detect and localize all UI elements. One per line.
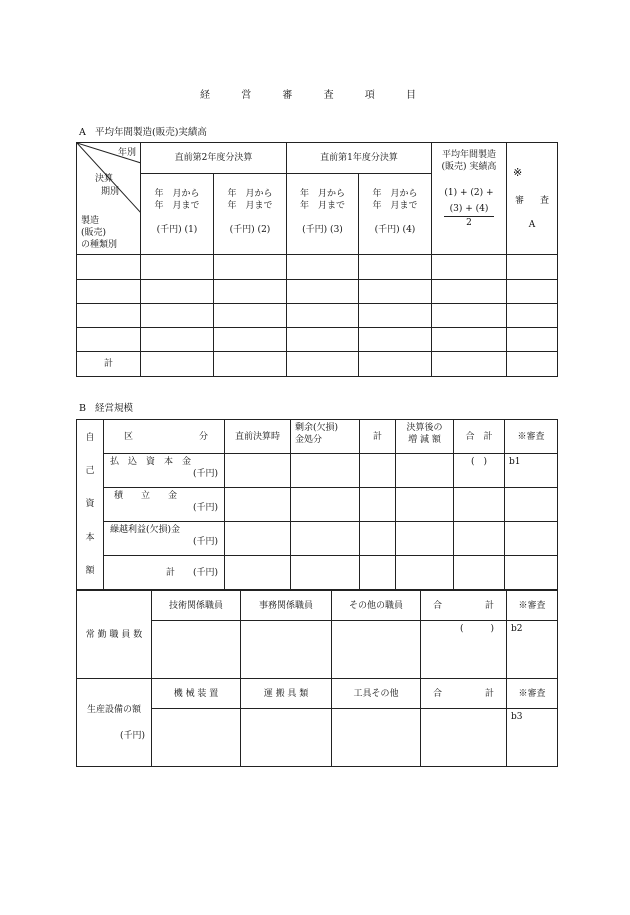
input-cell[interactable] [507,304,558,328]
input-cell[interactable] [360,454,396,488]
audit-a-code: A [528,220,536,230]
surplus-line-1: 剰余(欠損) [295,423,339,433]
input-cell[interactable] [432,304,507,328]
input-cell[interactable] [287,280,359,304]
row-unit: (千円) [192,537,218,547]
table-row [77,488,558,522]
row-reserve [104,488,225,522]
equipment-label-1: 生産設備の額 [86,704,141,715]
after-line-2: 増 減 額 [408,435,441,445]
table-row [77,522,558,556]
input-cell[interactable] [359,328,432,352]
col1-from: 年 月から [154,189,200,199]
input-cell[interactable] [432,328,507,352]
input-cell[interactable] [432,280,507,304]
input-cell[interactable] [141,280,214,304]
section-a-label: 平均年間製造(販売)実績高 [95,127,207,138]
audit-code-b1: b1 [509,457,521,467]
input-cell[interactable] [141,352,214,377]
input-cell[interactable] [225,454,291,488]
input-cell[interactable] [214,328,287,352]
input-cell[interactable] [359,280,432,304]
row-name: 払 込 資 本 金 [110,457,192,467]
side-char: 資 [85,499,95,510]
staff-office-header: 事務関係職員 [241,591,332,621]
input-cell[interactable] [507,352,558,377]
equip-sum-char-1: 合 [433,688,443,699]
after-line-1: 決算後の [406,423,443,433]
table-row [77,328,558,352]
input-cell[interactable] [360,556,396,590]
input-cell[interactable] [454,522,505,556]
formula-denominator: 2 [466,218,472,228]
input-cell[interactable] [77,280,141,304]
row-name: 繰越利益(欠損)金 [110,525,181,535]
col2-subheader [214,174,286,254]
col4-subheader [359,174,431,254]
staff-audit-header: ※審査 [507,591,558,621]
equip-sum-header [421,679,507,709]
kubun-char-2: 分 [198,431,208,442]
input-cell[interactable] [396,522,454,556]
section-b-prefix: B [79,403,86,414]
kubun-header [104,420,225,454]
audit-char-1: 審 [515,196,525,206]
input-cell[interactable] [141,255,214,280]
prev2-year-title: 直前第2年度分決算 [141,143,286,174]
input-cell[interactable] [507,280,558,304]
input-cell[interactable] [454,488,505,522]
side-char: 己 [85,466,95,477]
side-char: 額 [85,565,95,576]
input-cell[interactable] [291,556,360,590]
avg-title-1: 平均年間製造 [441,150,496,160]
input-cell[interactable] [225,556,291,590]
sum-header: 合 計 [454,420,505,454]
input-cell[interactable] [287,352,359,377]
paren-placeholder: ( ) [470,457,488,467]
staff-sum-char-2: 計 [484,600,494,611]
row-unit: (千円) [192,503,218,513]
audit-a-header [507,143,558,255]
input-cell[interactable] [332,621,421,679]
prev-settlement-header: 直前決算時 [225,420,291,454]
input-cell[interactable] [396,488,454,522]
input-cell[interactable] [505,488,558,522]
col4-unit: (千円) (4) [374,225,416,235]
diag-year-label: 年別 [117,148,136,158]
staff-sum-char-1: 合 [433,600,443,611]
table-equity [76,419,558,590]
diag-period-label-2: 期別 [101,187,120,197]
input-cell[interactable] [214,255,287,280]
total-label: 計 [77,352,141,377]
input-cell[interactable] [214,352,287,377]
col4-to: 年 月まで [372,201,418,211]
input-cell[interactable] [507,255,558,280]
total-row [77,556,558,590]
surplus-header [291,420,360,454]
paren-placeholder: ( ) [459,624,494,634]
diagonal-header-cell [77,143,141,255]
col1-to: 年 月まで [154,201,200,211]
section-a-prefix: A [79,127,86,138]
input-cell[interactable] [505,522,558,556]
input-cell[interactable] [291,488,360,522]
col2-from: 年 月から [227,189,273,199]
input-cell[interactable] [507,328,558,352]
side-char: 自 [85,433,95,444]
row-retained-earnings [104,522,225,556]
equip-audit-header: ※審査 [507,679,558,709]
staff-sum-cell[interactable] [421,621,507,679]
input-cell[interactable] [241,709,332,767]
audit-mark: ※ [513,166,523,179]
input-cell[interactable] [141,304,214,328]
input-cell[interactable] [396,556,454,590]
table-row [77,454,558,488]
input-cell[interactable] [396,454,454,488]
audit-char-2: 査 [539,196,549,206]
input-cell[interactable] [454,556,505,590]
col1-subheader [141,174,214,254]
row-total-label: 計 (千円) [104,556,225,590]
surplus-line-2: 金処分 [295,435,323,445]
total-row [77,352,558,377]
formula-line-2: (3) + (4) [449,204,489,214]
avg-title-2: (販売) 実績高 [441,162,497,172]
input-cell[interactable] [505,556,558,590]
input-cell[interactable] [225,522,291,556]
input-cell[interactable] [360,488,396,522]
section-b-label: 経営規模 [95,403,134,414]
audit-code-b2: b2 [511,624,523,634]
col3-subheader [287,174,359,254]
input-cell[interactable] [141,328,214,352]
equipment-label-2: (千円) [119,730,145,741]
input-cell[interactable] [432,255,507,280]
total-header: 計 [360,420,396,454]
prev1-year-title: 直前第1年度分決算 [287,143,431,174]
input-cell[interactable] [214,304,287,328]
equip-tools-header: 工具その他 [332,679,421,709]
table-sales-record [76,142,558,377]
equipment-label [77,679,152,767]
row-unit: (千円) [192,469,218,479]
input-cell[interactable] [77,255,141,280]
diag-period-label-1: 決算 [95,174,114,184]
input-cell[interactable] [359,352,432,377]
input-cell[interactable] [287,328,359,352]
input-cell[interactable] [287,304,359,328]
diag-type-label-1: 製造 [81,216,100,226]
col4-from: 年 月から [372,189,418,199]
section-a-heading [79,124,207,138]
input-cell[interactable] [432,352,507,377]
table-staff-equipment [76,590,558,767]
prev1-year-header [287,143,432,255]
col1-unit: (千円) (1) [156,225,198,235]
input-cell[interactable] [332,709,421,767]
equip-machine-header: 機 械 装 置 [152,679,241,709]
diag-type-label-2: (販売) [81,228,107,238]
prev2-year-header [141,143,287,255]
col3-from: 年 月から [299,189,345,199]
audit-b1-cell [505,454,558,488]
input-cell[interactable] [225,488,291,522]
equip-transport-header: 運 搬 具 類 [241,679,332,709]
input-cell[interactable] [421,709,507,767]
audit-b3-cell [507,709,558,767]
col3-unit: (千円) (3) [302,225,343,235]
side-char: 本 [85,532,95,543]
table-row [77,280,558,304]
section-b-heading [79,400,133,414]
equip-sum-char-2: 計 [484,688,494,699]
sum-cell[interactable] [454,454,505,488]
row-name: 積 立 金 [114,491,178,501]
audit-label [515,195,549,207]
equity-side-label [77,420,104,590]
staff-sum-header [421,591,507,621]
page-title: 経 営 審 査 項 目 [200,90,430,101]
input-cell[interactable] [77,328,141,352]
staff-label: 常 勤 職 員 数 [77,591,152,679]
input-cell[interactable] [241,621,332,679]
audit-code-b3: b3 [511,712,523,722]
formula-line-1: (1) + (2) + [444,188,494,198]
input-cell[interactable] [291,522,360,556]
kubun-char-1: 区 [124,431,134,442]
input-cell[interactable] [359,255,432,280]
col3-to: 年 月まで [299,201,345,211]
input-cell[interactable] [360,522,396,556]
input-cell[interactable] [152,709,241,767]
col2-to: 年 月まで [227,201,273,211]
after-change-header [396,420,454,454]
input-cell[interactable] [291,454,360,488]
row-paid-capital [104,454,225,488]
avg-annual-header [432,143,507,255]
input-cell[interactable] [152,621,241,679]
input-cell[interactable] [77,304,141,328]
diag-type-label-3: の種類別 [81,240,118,250]
audit-header: ※審査 [505,420,558,454]
col2-unit: (千円) (2) [229,225,271,235]
staff-other-header: その他の職員 [332,591,421,621]
staff-tech-header: 技術関係職員 [152,591,241,621]
input-cell[interactable] [214,280,287,304]
input-cell[interactable] [359,304,432,328]
audit-b2-cell [507,621,558,679]
table-row [77,255,558,280]
table-row [77,304,558,328]
input-cell[interactable] [287,255,359,280]
